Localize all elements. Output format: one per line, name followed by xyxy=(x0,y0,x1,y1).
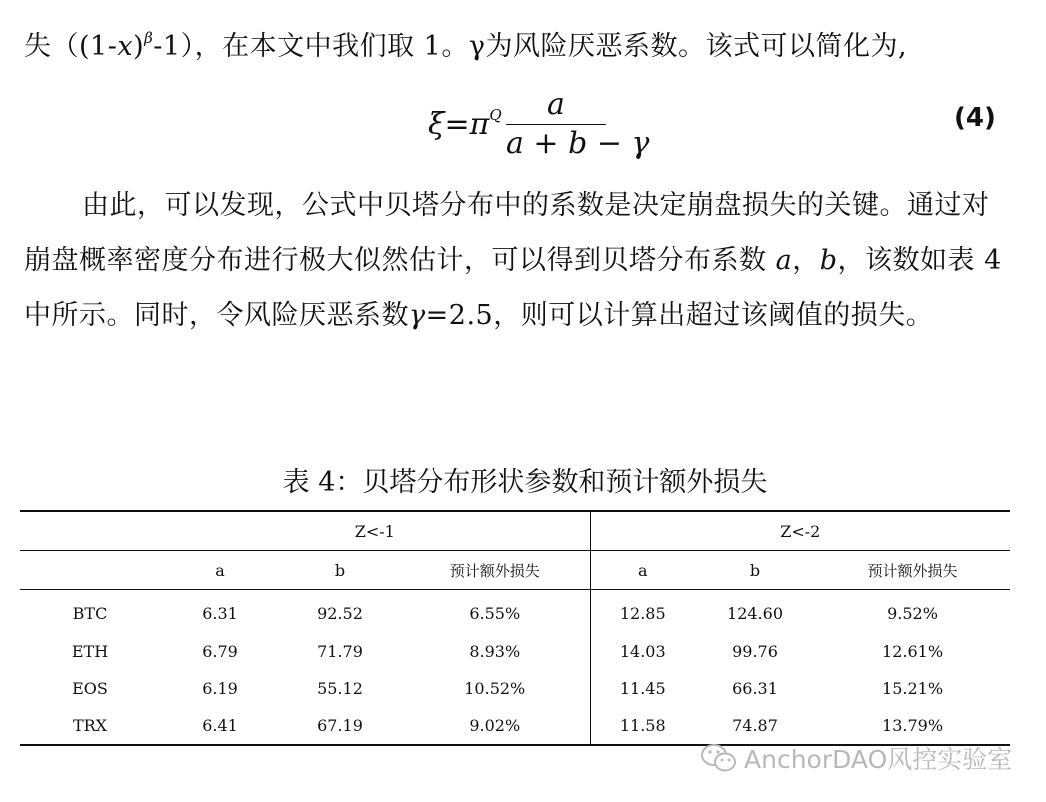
paragraph1-line xyxy=(24,20,907,65)
group-z2: Z<-2 xyxy=(590,511,1010,551)
var-b: b xyxy=(819,245,838,276)
cell-b1: 71.79 xyxy=(317,642,363,661)
empty-cell xyxy=(20,551,160,590)
table-caption: 表 4：贝塔分布形状参数和预计额外损失 xyxy=(282,467,768,498)
cell-a2: 11.45 xyxy=(590,670,695,707)
formula-xi xyxy=(428,87,650,168)
cell-loss2: 13.79% xyxy=(815,707,1010,745)
var-a: a xyxy=(775,245,793,276)
table-row xyxy=(20,633,1010,670)
formula-numerator: a xyxy=(547,87,565,122)
cell-loss2: 12.61% xyxy=(882,642,944,661)
paragraph2-line3-pre: 中所示。同时，令风险厌恶系数 xyxy=(24,300,409,331)
cell-a1: 6.31 xyxy=(202,603,238,623)
table-row xyxy=(20,670,1010,707)
formula-lhs xyxy=(428,106,502,142)
header-loss2: 预计额外损失 xyxy=(815,551,1010,590)
cell-a2: 11.58 xyxy=(590,707,695,745)
empty-cell xyxy=(20,511,160,551)
beta-table-container xyxy=(20,510,1010,746)
cell-a1: 6.41 xyxy=(160,707,280,745)
header-a2: a xyxy=(590,551,695,590)
sub-header-row xyxy=(20,551,1010,590)
cell-a1: 6.19 xyxy=(202,679,238,698)
watermark-text: AnchorDAO风控实验室 xyxy=(744,745,1013,774)
var-x: x xyxy=(117,31,134,62)
watermark xyxy=(700,740,1012,776)
comma: ， xyxy=(792,245,820,276)
formula-lhs-text: ξ=π xyxy=(428,107,490,142)
wechat-icon xyxy=(700,742,738,774)
paragraph2-line2-pre: 崩盘概率密度分布进行极大似然估计，可以得到贝塔分布系数 xyxy=(24,245,767,276)
paragraph2-line2-post: ，该数如表 4 xyxy=(837,245,1002,276)
header-loss1: 预计额外损失 xyxy=(400,551,590,590)
cell-b1: 92.52 xyxy=(317,603,363,623)
row-name: TRX xyxy=(20,707,160,745)
cell-loss1: 10.52% xyxy=(464,679,526,698)
table-row xyxy=(20,590,1010,634)
cell-b2: 66.31 xyxy=(732,679,778,698)
paragraph1-rest: -1），在本文中我们取 1。γ为风险厌恶系数。该式可以简化为, xyxy=(153,31,908,62)
paragraph2-line2 xyxy=(24,243,1002,279)
cell-b2: 99.76 xyxy=(732,642,778,661)
paren-close: ) xyxy=(133,31,145,62)
gamma-symbol: γ xyxy=(409,300,426,331)
exp-beta: β xyxy=(144,29,154,47)
cell-b2: 74.87 xyxy=(695,707,815,745)
cell-loss1: 6.55% xyxy=(469,603,521,623)
cell-b1: 67.19 xyxy=(280,707,400,745)
fraction-bar xyxy=(506,124,606,125)
row-name: EOS xyxy=(72,679,108,698)
group-header-row xyxy=(20,511,1010,551)
cell-a2: 14.03 xyxy=(590,633,695,670)
paragraph2-line3-post: =2.5，则可以计算出超过该阈值的损失。 xyxy=(425,300,934,331)
cell-loss2: 15.21% xyxy=(882,679,944,698)
paragraph1-prefix: 失（(1- xyxy=(24,31,118,62)
cell-loss2: 9.52% xyxy=(887,603,938,623)
paragraph2-line1: 由此，可以发现，公式中贝塔分布中的系数是决定崩盘损失的关键。通过对 xyxy=(82,190,990,221)
cell-a1: 6.79 xyxy=(202,642,238,661)
paragraph2-line3 xyxy=(24,298,933,334)
group-z1: Z<-1 xyxy=(160,511,590,551)
header-b2: b xyxy=(695,551,815,590)
formula-denominator: a + b − γ xyxy=(506,126,650,161)
row-name: ETH xyxy=(71,642,109,661)
header-b1: b xyxy=(280,551,400,590)
cell-loss1: 9.02% xyxy=(400,707,590,745)
formula-sup-q: Q xyxy=(489,106,502,124)
cell-a2: 12.85 xyxy=(590,590,695,634)
cell-loss1: 8.93% xyxy=(469,642,521,661)
equation-number: (4) xyxy=(954,103,996,133)
row-name: BTC xyxy=(72,603,108,623)
formula-fraction xyxy=(506,87,650,161)
cell-b2: 124.60 xyxy=(727,603,783,623)
beta-params-table xyxy=(20,510,1010,746)
header-a1: a xyxy=(160,551,280,590)
cell-b1: 55.12 xyxy=(317,679,363,698)
